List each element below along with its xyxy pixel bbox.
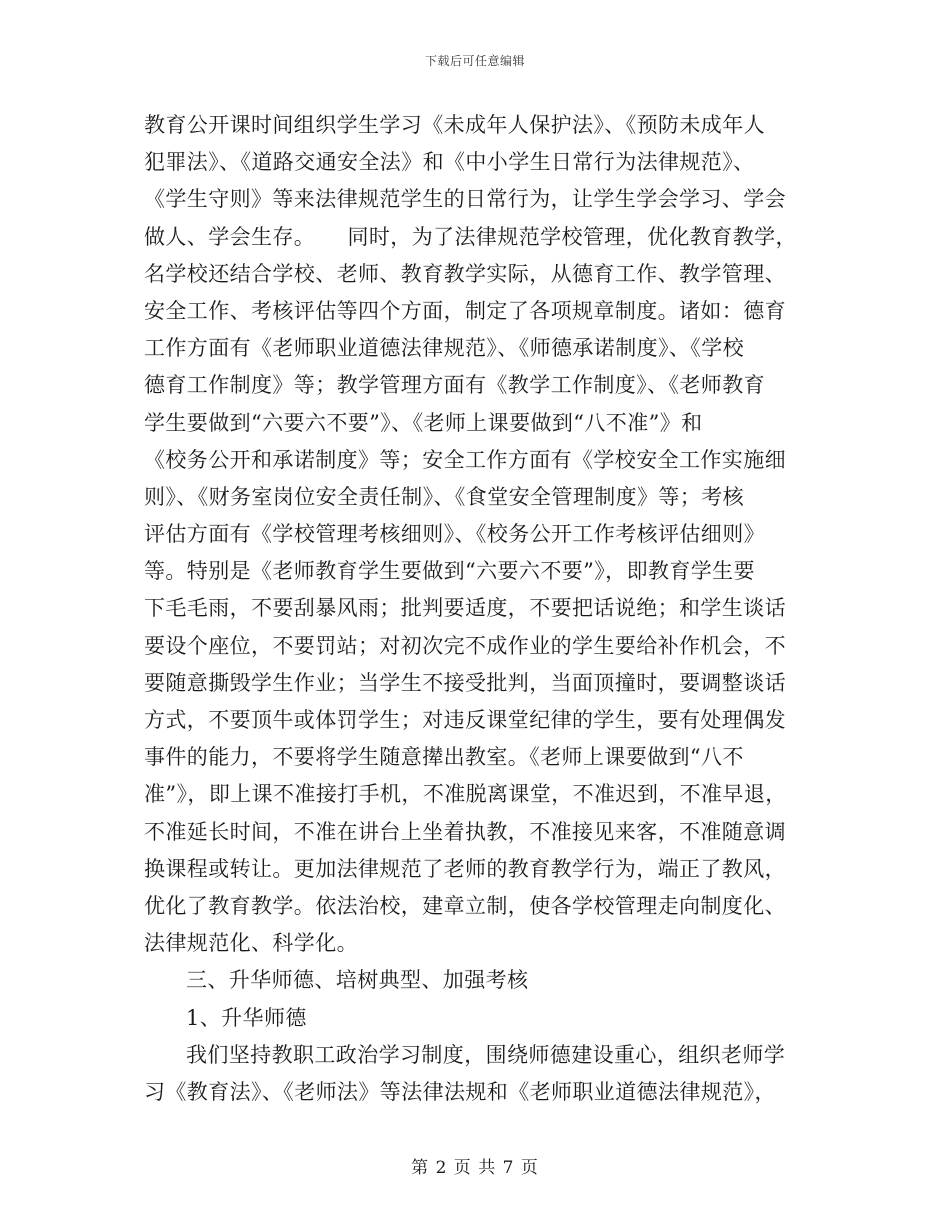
text-line: 等。特别是《老师教育学生要做到“六要六不要”》，即教育学生要 <box>144 559 755 584</box>
text-line: 换课程或转让。更加法律规范了老师的教育教学行为，端正了教风， <box>144 856 786 881</box>
text-line: 优化了教育教学。依法治校，建章立制，使各学校管理走向制度化、 <box>144 893 786 918</box>
text-line: 下毛毛雨，不要刮暴风雨；批判要适度，不要把话说绝；和学生谈话 <box>144 596 786 621</box>
text-line: 我们坚持教职工政治学习制度，围绕师德建设重心，组织老师学 <box>186 1042 786 1067</box>
body-text <box>144 107 806 1111</box>
text-line: 则》、《财务室岗位安全责任制》、《食堂安全管理制度》等；考核 <box>144 484 744 509</box>
header-note: 下载后可任意编辑 <box>424 54 525 68</box>
text-line: 习《教育法》、《老师法》等法律法规和《老师职业道德法律规范》， <box>144 1079 776 1104</box>
text-line: 不准延长时间，不准在讲台上坐着执教，不准接见来客，不准随意调 <box>144 819 786 844</box>
text-line: 学生要做到“六要六不要”》、《老师上课要做到“八不准”》和 <box>144 410 703 435</box>
text-line: 德育工作制度》等；教学管理方面有《教学工作制度》、《老师教育 <box>144 373 765 398</box>
text-line: 安全工作、考核评估等四个方面，制定了各项规章制度。诸如：德育 <box>144 298 786 323</box>
text-line: 《校务公开和承诺制度》等；安全工作方面有《学校安全工作实施细 <box>144 447 786 472</box>
text-line: 事件的能力，不要将学生随意撵出教室。《老师上课要做到“八不 <box>144 745 744 770</box>
text-line: 方式，不要顶牛或体罚学生；对违反课堂纪律的学生，要有处理偶发 <box>144 708 786 732</box>
section-heading: 三、升华师德、培树典型、加强考核 <box>186 968 529 993</box>
text-line: 要设个座位，不要罚站；对初次完不成作业的学生要给补作机会，不 <box>144 633 786 658</box>
text-line: 教育公开课时间组织学生学习《未成年人保护法》、《预防未成年人 <box>144 113 765 137</box>
subsection-heading: 1、升华师德 <box>186 1005 307 1030</box>
text-line: 法律规范化、科学化。 <box>144 931 358 956</box>
text-line: 名学校还结合学校、老师、教育教学实际，从德育工作、教学管理、 <box>144 261 786 286</box>
text-line: 犯罪法》、《道路交通安全法》和《中小学生日常行为法律规范》、 <box>144 150 755 175</box>
text-line: 准”》，即上课不准接打手机，不准脱离课堂，不准迟到，不准早退， <box>144 782 787 807</box>
text-line: 评估方面有《学校管理考核细则》、《校务公开工作考核评估细则》 <box>144 522 765 547</box>
text-line: 要随意撕毁学生作业；当学生不接受批判，当面顶撞时，要调整谈话 <box>144 670 786 695</box>
page-number: 第 2 页 共 7 页 <box>411 1158 539 1178</box>
text-line: 做人、学会生存。 同时，为了法律规范学校管理，优化教育教学， <box>144 224 797 249</box>
text-line: 《学生守则》等来法律规范学生的日常行为，让学生学会学习、学会 <box>144 187 786 212</box>
text-line: 工作方面有《老师职业道德法律规范》、《师德承诺制度》、《学校 <box>144 336 744 361</box>
